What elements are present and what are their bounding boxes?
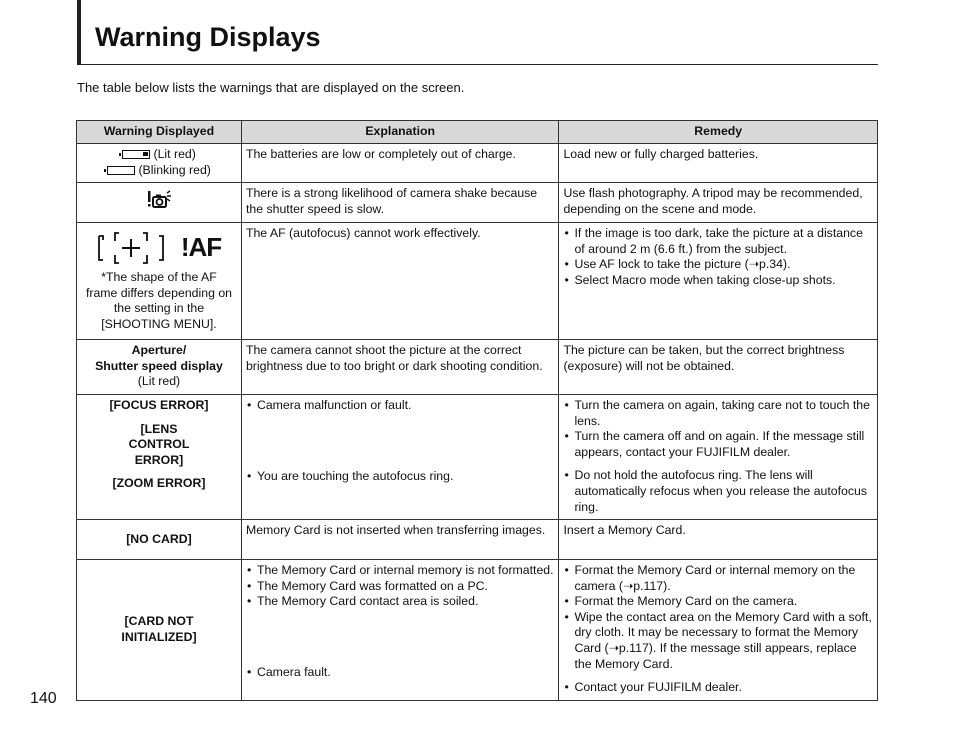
explanation-cell <box>241 395 559 520</box>
list-item: • Turn the camera off and on again. If the message still appears, contact your FUJIFILM dealer. <box>563 429 873 460</box>
list-item: • The Memory Card or internal memory is not formatted. <box>246 563 555 579</box>
af-frame-note: *The shape of the AF frame differs depending on the setting in the [SHOOTING MENU]. <box>85 270 233 331</box>
warning-cell: [NO CARD] <box>77 520 242 560</box>
page-number: 140 <box>30 690 57 707</box>
warning-cell <box>77 340 242 395</box>
remedy-cell: Insert a Memory Card. <box>559 520 878 560</box>
explanation-cell: There is a strong likelihood of camera shake because the shutter speed is slow. <box>241 183 559 223</box>
list-item: • Wipe the contact area on the Memory Card with a soft, dry cloth. It may be necessary to format the Memory Card (➝p.117). If the message still appears, replace the Memory Card. <box>563 610 873 672</box>
list-item: • Camera fault. <box>246 665 555 681</box>
list-item: • Format the Memory Card on the camera. <box>563 594 873 610</box>
remedy-cell: Load new or fully charged batteries. <box>559 144 878 183</box>
warning-cell <box>77 560 242 701</box>
warning-cell <box>77 395 242 520</box>
warning-table <box>76 120 878 701</box>
header-explanation: Explanation <box>241 121 559 144</box>
table-row <box>77 144 878 183</box>
focus-error-label: [FOCUS ERROR] <box>109 398 209 412</box>
list-item: • Format the Memory Card or internal memory on the camera (➝p.117). <box>563 563 873 594</box>
remedy-cell: Use flash photography. A tripod may be recommended, depending on the scene and mode. <box>559 183 878 223</box>
battery-empty-icon <box>107 166 135 175</box>
warning-cell <box>77 223 242 340</box>
list-item: • The Memory Card contact area is soiled. <box>246 594 555 610</box>
list-item: • The Memory Card was formatted on a PC. <box>246 579 555 595</box>
lens-control-error-label: [LENS CONTROL ERROR] <box>128 421 190 467</box>
table-row <box>77 223 878 340</box>
title-bar-accent <box>77 0 81 64</box>
aperture-lit-label: (Lit red) <box>137 374 181 389</box>
remedy-cell <box>559 223 878 340</box>
warning-cell <box>77 144 242 183</box>
list-item: • If the image is too dark, take the picture at a distance of around 2 m (6.6 ft.) from the subject. <box>563 226 873 257</box>
list-item: • Turn the camera on again, taking care not to touch the lens. <box>563 398 873 429</box>
list-item: • You are touching the autofocus ring. <box>246 469 555 485</box>
page-title: Warning Displays <box>95 22 321 52</box>
explanation-cell <box>241 560 559 701</box>
table-row <box>77 520 878 560</box>
af-warning-symbol: !AF <box>180 232 222 263</box>
battery-lit-label: (Lit red) <box>153 147 196 161</box>
explanation-cell: The batteries are low or completely out of charge. <box>241 144 559 183</box>
table-row <box>77 395 878 520</box>
header-remedy: Remedy <box>559 121 878 144</box>
header-warning: Warning Displayed <box>77 121 242 144</box>
remedy-cell: The picture can be taken, but the correct brightness (exposure) will not be obtained. <box>559 340 878 395</box>
intro-text: The table below lists the warnings that are displayed on the screen. <box>77 80 465 95</box>
remedy-cell <box>559 560 878 701</box>
zoom-error-label: [ZOOM ERROR] <box>112 476 206 491</box>
list-item: • Contact your FUJIFILM dealer. <box>563 680 873 696</box>
title-rule <box>77 64 878 65</box>
list-item: • Do not hold the autofocus ring. The lens will automatically refocus when you release the autofocus ring. <box>563 468 873 515</box>
battery-low-icon <box>122 150 150 159</box>
table-row <box>77 340 878 395</box>
remedy-cell <box>559 395 878 520</box>
shutter-speed-label: Shutter speed display <box>95 358 223 373</box>
list-item: • Select Macro mode when taking close-up shots. <box>563 273 873 289</box>
warning-cell <box>77 183 242 223</box>
explanation-cell: Memory Card is not inserted when transferring images. <box>241 520 559 560</box>
table-header-row <box>77 121 878 144</box>
explanation-cell: The camera cannot shoot the picture at the correct brightness due to too bright or dark shooting condition. <box>241 340 559 395</box>
list-item: • Camera malfunction or fault. <box>246 398 555 414</box>
af-frame-icon <box>97 231 177 265</box>
battery-blinking-label: (Blinking red) <box>138 162 211 177</box>
camera-shake-icon <box>145 189 173 213</box>
aperture-label: Aperture/ <box>131 343 187 357</box>
explanation-cell: The AF (autofocus) cannot work effectively. <box>241 223 559 340</box>
table-row <box>77 560 878 701</box>
card-not-initialized-label: [CARD NOT INITIALIZED] <box>121 614 197 644</box>
table-row <box>77 183 878 223</box>
list-item: • Use AF lock to take the picture (➝p.34). <box>563 257 873 273</box>
